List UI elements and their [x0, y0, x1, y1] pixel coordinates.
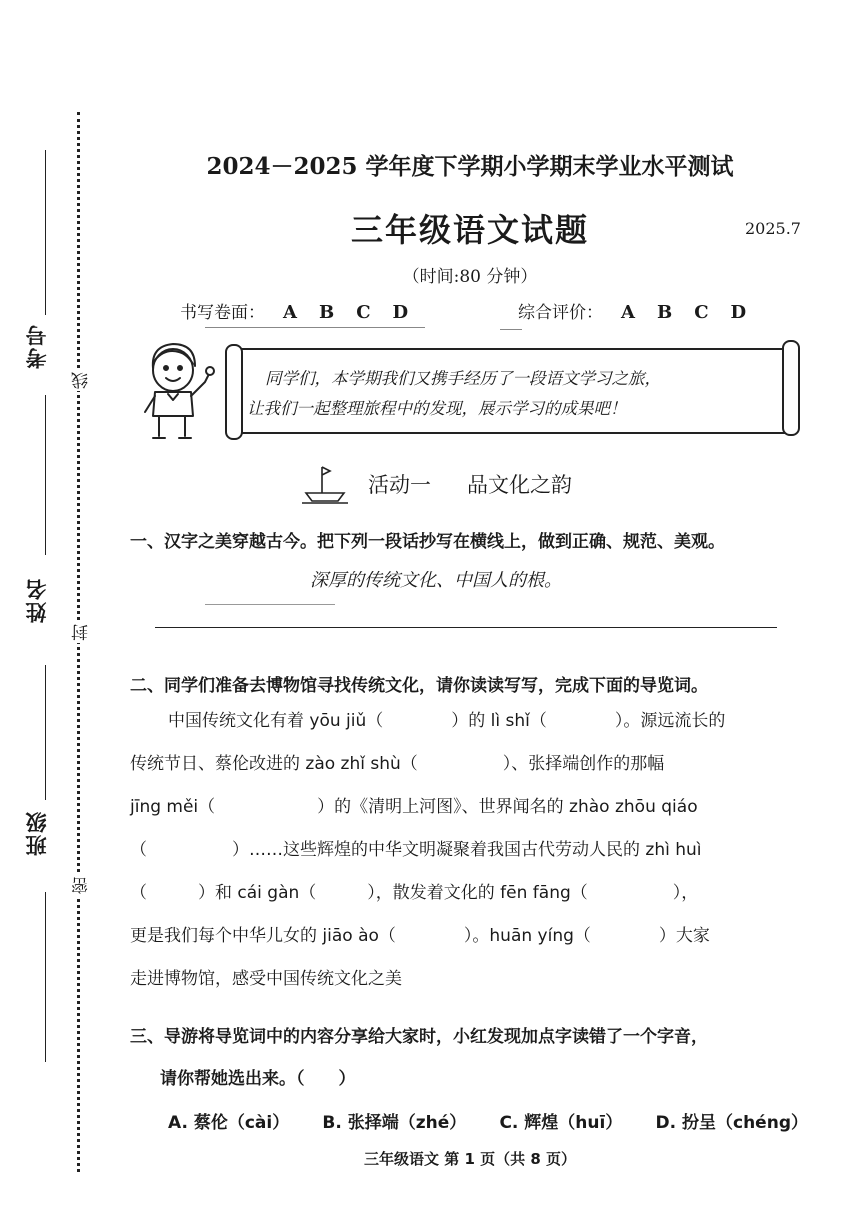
- q3-option-d[interactable]: D. 扮呈（chéng）: [655, 1113, 808, 1133]
- q3-options: [168, 1108, 808, 1133]
- class-line-lower: [45, 892, 46, 1062]
- intro-line-2: 让我们一起整理旅程中的发现，展示学习的成果吧！: [247, 399, 627, 418]
- q2-line-7: 走进博物馆，感受中国传统文化之美: [130, 969, 402, 989]
- q3-option-a[interactable]: A. 蔡伦（cài）: [168, 1113, 290, 1133]
- exam-no-line: [45, 150, 46, 315]
- q2-line-1: 中国传统文化有着 yōu jiǔ（ ）的 lì shǐ（ ）。源远流长的: [168, 711, 726, 731]
- writing-rating-label: 书写卷面：: [180, 303, 265, 323]
- cartoon-boy-icon: [135, 338, 225, 446]
- q1-copy-line[interactable]: [155, 627, 777, 628]
- overall-grades: [621, 302, 746, 323]
- q2-line-3: jīng měi（ ）的《清明上河图》、世界闻名的 zhào zhōu qiáo: [130, 797, 698, 817]
- class-label: 班级: [25, 810, 49, 856]
- exam-title: 2024－2025 学年度下学期小学期末学业水平测试: [206, 153, 734, 180]
- q1-faint-line: [205, 604, 335, 605]
- overall-rating: [518, 298, 746, 323]
- boat-icon: [300, 463, 350, 505]
- grade-b: B: [656, 302, 673, 323]
- activity-name: 品文化之韵: [467, 473, 572, 497]
- seal-char-xian: 线: [69, 370, 94, 391]
- writing-rating: [180, 298, 408, 323]
- q1-model-text: 深厚的传统文化、中国人的根。: [310, 570, 562, 591]
- activity-number: 活动一: [368, 473, 431, 497]
- q3-title-line-2: 请你帮她选出来。（ ）: [160, 1069, 356, 1089]
- seal-char-mi: 密: [69, 875, 94, 896]
- overall-rating-underline: [500, 329, 522, 330]
- page-footer: 三年级语文 第 1 页（共 8 页）: [364, 1150, 576, 1168]
- intro-text: [247, 364, 785, 424]
- q2-line-2: 传统节日、蔡伦改进的 zào zhǐ shù（ ）、张择端创作的那幅: [130, 754, 665, 774]
- name-line: [45, 395, 46, 555]
- q3-option-c[interactable]: C. 辉煌（huī）: [499, 1113, 623, 1133]
- grade-d: D: [730, 302, 747, 323]
- writing-grades: [283, 302, 408, 323]
- exam-subtitle: 三年级语文试题: [350, 211, 589, 249]
- q2-line-4: （ ）……这些辉煌的中华文明凝聚着我国古代劳动人民的 zhì huì: [130, 840, 702, 860]
- seal-char-feng: 封: [69, 622, 94, 643]
- q1-title: 一、汉字之美穿越古今。把下列一段话抄写在横线上，做到正确、规范、美观。: [130, 532, 725, 552]
- class-line: [45, 665, 46, 800]
- grade-a: A: [621, 302, 635, 323]
- exam-no-label: 考号: [25, 323, 49, 369]
- writing-rating-underline: [205, 327, 425, 328]
- grade-b: B: [318, 302, 335, 323]
- exam-date: 2025.7: [745, 219, 801, 238]
- q2-line-6: 更是我们每个中华儿女的 jiāo ào（ ）。huān yíng（ ）大家: [130, 926, 710, 946]
- overall-rating-label: 综合评价：: [518, 303, 603, 323]
- q2-line-5: （ ）和 cái gàn（ ），散发着文化的 fēn fāng（ ），: [130, 883, 699, 903]
- intro-scroll-banner: [233, 348, 792, 434]
- exam-time: （时间:80 分钟）: [402, 267, 538, 287]
- grade-c: C: [694, 302, 709, 323]
- name-label: 姓名: [25, 577, 49, 623]
- activity-heading: [300, 463, 572, 505]
- intro-line-1: 同学们，本学期我们又携手经历了一段语文学习之旅，: [265, 369, 661, 388]
- grade-c: C: [356, 302, 371, 323]
- grade-a: A: [283, 302, 297, 323]
- q2-title: 二、同学们准备去博物馆寻找传统文化，请你读读写写，完成下面的导览词。: [130, 676, 708, 696]
- grade-d: D: [392, 302, 409, 323]
- q3-title: 三、导游将导览词中的内容分享给大家时，小红发现加点字读错了一个字音，: [130, 1027, 708, 1047]
- q3-option-b[interactable]: B. 张择端（zhé）: [322, 1113, 467, 1133]
- q2-guide-text: [130, 700, 810, 1001]
